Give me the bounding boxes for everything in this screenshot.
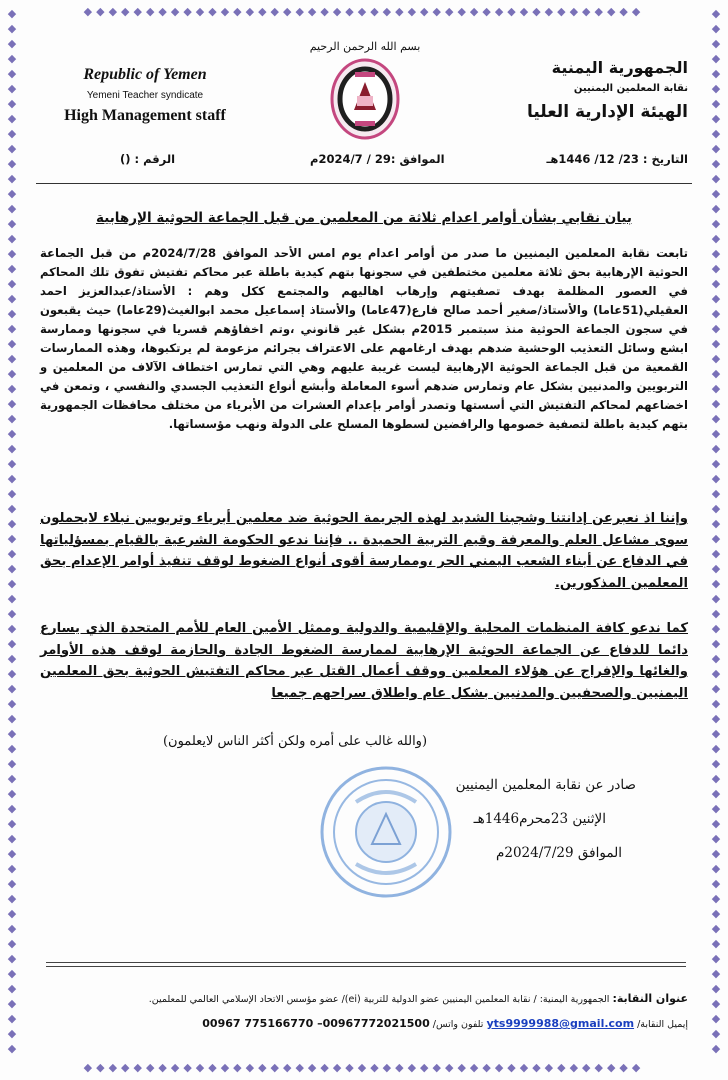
email-link[interactable]: yts9999988@gmail.com xyxy=(486,1017,635,1030)
address-label: عنوان النقابة: xyxy=(612,992,688,1005)
footer-divider xyxy=(46,962,686,970)
paragraph-2: وإننا اذ نعبرعن إدانتنا وشجبنا الشديد لهذه الجريمة الحوثية ضد معلمين أبرياء وتربويين نبلاء لايحملون سوى مشاعل العلم والمعرفة وقيم التربية الحميدة .. فإننا ندعو الحكومة الشرعية بالقيام بمسؤلياتها في الدفاع عن أبناء الشعب اليمني الحر ،وممارسة أقوى أنواع الضغوط لوقف تنفيذ أوامر الإعدام بحق المعلمين المذكورين. xyxy=(40,511,688,591)
border-right: ◆◆◆◆◆◆◆◆◆◆◆◆◆◆◆◆◆◆◆◆◆◆◆◆◆◆◆◆◆◆◆◆◆◆◆◆◆◆◆◆◆◆◆◆◆◆◆◆◆◆◆◆◆◆◆◆◆◆◆◆◆◆◆◆◆◆◆◆◆◆ xyxy=(711,7,721,1055)
english-syndicate: Yemeni Teacher syndicate xyxy=(86,90,204,101)
syndicate-logo-emblem xyxy=(330,58,400,140)
header-divider xyxy=(36,183,692,184)
day-hijri-line: الإثنين 23محرم1446هـ xyxy=(473,811,606,827)
border-left: ◆◆◆◆◆◆◆◆◆◆◆◆◆◆◆◆◆◆◆◆◆◆◆◆◆◆◆◆◆◆◆◆◆◆◆◆◆◆◆◆◆◆◆◆◆◆◆◆◆◆◆◆◆◆◆◆◆◆◆◆◆◆◆◆◆◆◆◆◆◆ xyxy=(7,7,17,1055)
footer-address xyxy=(40,992,688,1005)
phone-label: تلفون واتس/ xyxy=(432,1019,484,1030)
footer-contact xyxy=(40,1017,688,1030)
date-hijri: التاريخ : 23/ 12/ 1446هـ xyxy=(546,152,688,166)
paragraph-3: كما ندعو كافة المنظمات المحلية والإقليمية والدولية وممثل الأمين العام للأمم المتحدة الذي يسارع دائما للدفاع عن الجماعة الحوثية الإرهابية لممارسة الضغوط الجادة والحازمة لوقف هذه الأوامر والغائها والإفراج عن هؤلاء المعلمين ووقف أعمال القتل عبر محاكم التفتيش الحوثية بحق المعلمين اليمنيين والصحفيين والمدنيين بشكل عام واطلاق سراحهم جميعا xyxy=(40,621,688,701)
english-republic: Republic of Yemen xyxy=(83,66,207,83)
issuer-line: صادر عن نقابة المعلمين اليمنيين xyxy=(455,777,636,793)
document-meta xyxy=(40,152,688,172)
date-gregorian: الموافق :29 / 2024/7م xyxy=(310,152,445,166)
arabic-management: الهيئة الإدارية العليا xyxy=(526,102,688,122)
paragraph-1: تابعت نقابة المعلمين اليمنيين ما صدر من أوامر اعدام يوم امس الأحد الموافق 2024/7/28م من قبل الجماعة الحوثية الإرهابية بحق ثلاثة معلمين مختطفين في سجونها بتهم كيدية باطلة عبر محاكم تفتيش تفوق تلك المحاكم في العصور المظلمة بهدف تصفيتهم وإرهاب اهاليهم والمجتمع ككل وهم : الأستاذ/عبدالعزيز احمد العقيلي(51عاما) والأستاذ/صغير أحمد صالح فارع(47عاما) والأستاذ إسماعيل محمد ابوالغيث(29عاما) حيث يقبعون في سجون الجماعة الحوثية منذ سبتمبر 2015م بشكل غير قانوني ،وتم اخفاؤهم قسريا في سجونها وممارسة ابشع وسائل التعذيب الوحشية ضدهم بهدف ارغامهم على الاعتراف بجرائم مزعومة لم يرتكبوها، وهذه الممارسات القمعية من قبل الجماعة الحوثية الإرهابية ليست غريبة عليهم وهي التي تمارس اختطاف الآلاف من المعلمين و التربويين والمدنيين بشكل عام وتمارس ضدهم أسوء المعاملة وأبشع أنواع التعذيب الجسدي والنفسي ، وتمعن في اخضاعهم لمحاكم التفتيش التي أسستها وتصدر أوامر بإعدام العشرات من الأبرياء من مختلف محافظات الجمهورية بتهم كيدية باطلة لتصفية خصومها والرافضين لسطوها المسلح على الدولة ونهب مؤسساتها. xyxy=(40,246,689,431)
statement-title: بيان نقابي بشأن أوامر اعدام ثلاثة من المعلمين من قبل الجماعة الحوثية الإرهابية xyxy=(96,210,632,226)
border-bottom: ◆◆◆◆◆◆◆◆◆◆◆◆◆◆◆◆◆◆◆◆◆◆◆◆◆◆◆◆◆◆◆◆◆◆◆◆◆◆◆◆◆◆◆◆◆ xyxy=(83,1062,645,1074)
arabic-syndicate: نقابة المعلمين اليمنيين xyxy=(573,83,688,94)
arabic-republic: الجمهورية اليمنية xyxy=(551,58,688,77)
date-gregorian-line: الموافق 2024/7/29م xyxy=(496,845,622,861)
letterhead-arabic xyxy=(488,58,688,122)
basmala: بسم الله الرحمن الرحيم xyxy=(309,40,421,53)
address-text: الجمهورية اليمنية: / نقابة المعلمين اليمنيين عضو الدولية للتربية (ei)/ عضو مؤسس الاتحاد الإسلامي العالمي للمعلمين. xyxy=(148,994,610,1005)
official-stamp xyxy=(316,762,456,902)
reference-number: الرقم : () xyxy=(120,152,176,166)
closing-verse: (والله غالب على أمره ولكن أكثر الناس لايعلمون) xyxy=(162,734,428,749)
letterhead-english xyxy=(40,66,250,125)
english-management: High Management staff xyxy=(64,107,226,124)
phone-numbers: 00967 775166770 –00967772021500 xyxy=(202,1017,430,1030)
border-top: ◆◆◆◆◆◆◆◆◆◆◆◆◆◆◆◆◆◆◆◆◆◆◆◆◆◆◆◆◆◆◆◆◆◆◆◆◆◆◆◆◆◆◆◆◆ xyxy=(83,6,645,18)
email-label: إيميل النقابة/ xyxy=(637,1019,688,1030)
